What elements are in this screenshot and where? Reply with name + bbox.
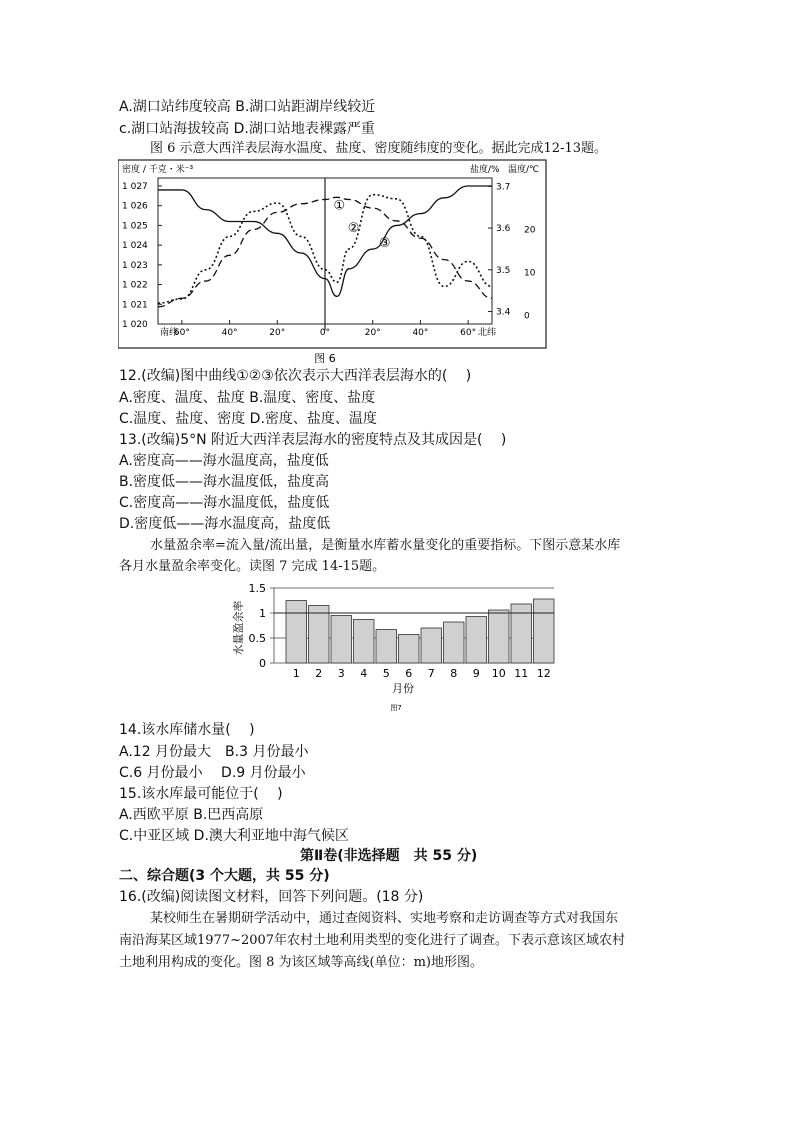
q14-stem: 14.该水库储水量( )	[119, 722, 255, 738]
fig7-x-tick-label: 4	[360, 667, 368, 680]
fig6-x-tick-label: 40°	[412, 328, 429, 338]
q13-stem: 13.(改编)5°N 附近大西洋表层海水的密度特点及其成因是( )	[119, 432, 507, 448]
fig6-salinity-label: 盐度/%	[470, 165, 500, 175]
q15-stem: 15.该水库最可能位于( )	[119, 786, 283, 802]
fig6-density-tick-label: 1 020	[122, 320, 148, 330]
fig6-curve-label: ①	[333, 198, 346, 214]
fig6-chart	[118, 158, 550, 368]
q16-material-line1: 某校师生在暑期研学活动中，通过查阅资料、实地考察和走访调查等方式对我国东	[150, 911, 619, 926]
fig6-salinity-tick-label: 3.4	[496, 307, 511, 318]
fig6-temp-tick-label: 0	[524, 311, 530, 322]
q11-option-ab: A.湖口站纬度较高 B.湖口站距湖岸线较近	[119, 99, 376, 115]
fig6-x-tick-label: 60°	[460, 328, 477, 338]
fig6-x-tick-label: 0°	[319, 328, 331, 338]
fig6-density-tick-label: 1 022	[122, 280, 148, 291]
q13-option-d: D.密度低——海水温度高，盐度低	[119, 516, 331, 532]
fig7-bar	[376, 630, 397, 664]
fig6-x-tick-label: 南纬	[160, 328, 179, 338]
fig7-y-tick-label: 1.5	[248, 584, 266, 595]
fig6-curve-label: ②	[347, 221, 360, 237]
fig6-salinity-tick-label: 3.6	[496, 224, 511, 235]
fig6-salinity-tick-label: 3.5	[496, 265, 511, 276]
fig6-density-tick-label: 1 026	[122, 201, 148, 212]
q12-stem: 12.(改编)图中曲线①②③依次表示大西洋表层海水的( )	[119, 368, 472, 384]
q14-option-ab: A.12 月份最大 B.3 月份最小	[119, 744, 309, 760]
fig7-x-tick-label: 2	[315, 667, 323, 680]
q16-material-line2: 南沿海某区域1977~2007年农村土地利用类型的变化进行了调查。下表示意该区域农村	[119, 933, 626, 948]
fig7-bar	[534, 599, 555, 663]
fig6-temp-label: 温度/℃	[508, 165, 540, 175]
fig7-x-tick-label: 1	[292, 667, 300, 680]
fig7-x-tick-label: 12	[536, 667, 551, 680]
q15-option-cd: C.中亚区域 D.澳大利亚地中海气候区	[119, 828, 349, 844]
q13-option-b: B.密度低——海水温度低，盐度高	[119, 474, 330, 490]
fig7-y-tick-label: 0.5	[248, 632, 266, 645]
fig7-ylabel: 水量盈余率	[232, 600, 245, 656]
fig7-bar	[331, 616, 352, 664]
q13-option-c: C.密度高——海水温度低，盐度低	[119, 495, 330, 511]
fig6-x-tick-label: 北纬	[477, 328, 496, 338]
fig6-x-tick-label: 60°	[173, 328, 190, 338]
fig6-temp-tick-label: 10	[524, 268, 536, 279]
fig6-density-tick-label: 1 025	[122, 221, 148, 232]
fig7-bar	[421, 628, 442, 663]
fig7-x-tick-label: 7	[427, 667, 435, 680]
fig7-chart	[228, 584, 558, 714]
fig7-caption: 图7	[390, 704, 402, 712]
fig6-temp-tick-label: 20	[524, 225, 536, 236]
fig7-x-tick-label: 11	[514, 667, 529, 680]
fig7-intro-line2: 各月水量盈余率变化。读图 7 完成 14-15题。	[119, 559, 386, 574]
fig6-density-tick-label: 1 027	[122, 182, 148, 192]
fig6-frame	[118, 160, 546, 348]
q13-option-a: A.密度高——海水温度高，盐度低	[119, 453, 329, 469]
fig7-xlabel: 月份	[392, 682, 414, 695]
fig7-x-tick-label: 6	[405, 667, 413, 680]
q12-option-cd: C.温度、盐度、密度 D.密度、盐度、温度	[119, 411, 377, 427]
fig7-x-tick-label: 3	[337, 667, 345, 680]
fig6-caption: 图 6	[314, 352, 336, 365]
fig7-bar	[286, 601, 307, 664]
fig6-intro: 图 6 示意大西洋表层海水温度、盐度、密度随纬度的变化。据此完成12-13题。	[150, 141, 608, 156]
fig6-x-tick-label: 20°	[364, 328, 381, 338]
q16-stem: 16.(改编)阅读图文材料，回答下列问题。(18 分)	[119, 889, 424, 905]
fig6-salinity-tick-label: 3.7	[496, 182, 511, 193]
fig7-y-tick-label: 0	[259, 657, 266, 670]
fig6-x-tick-label: 40°	[221, 328, 238, 338]
fig7-bar	[466, 617, 487, 664]
fig7-bar	[309, 606, 330, 664]
fig7-intro-line1: 水量盈余率=流入量/流出量，是衡量水库蓄水量变化的重要指标。下图示意某水库	[150, 538, 621, 553]
fig7-x-tick-label: 8	[450, 667, 458, 680]
fig6-x-tick-label: 20°	[269, 328, 286, 338]
q11-option-cd: c.湖口站海拔较高 D.湖口站地表裸露严重	[119, 121, 375, 137]
fig7-x-tick-label: 9	[472, 667, 480, 680]
fig6-density-tick-label: 1 023	[122, 260, 148, 271]
fig7-bar	[354, 620, 375, 664]
section-2-heading: 二、综合题(3 个大题，共 55 分)	[119, 868, 330, 884]
fig7-bar	[399, 635, 420, 664]
fig7-y-tick-label: 1	[259, 607, 266, 620]
section-2-title: 第Ⅱ卷(非选择题 共 55 分)	[300, 848, 478, 864]
q14-option-cd: C.6 月份最小 D.9 月份最小	[119, 765, 306, 781]
fig6-left-axis-label: 密度 / 千克・米⁻³	[122, 165, 194, 175]
fig6-density-tick-label: 1 024	[122, 241, 148, 252]
fig7-x-tick-label: 10	[491, 667, 506, 680]
fig6-density-tick-label: 1 021	[122, 300, 148, 311]
q12-option-ab: A.密度、温度、盐度 B.温度、密度、盐度	[119, 390, 376, 406]
q15-option-ab: A.西欧平原 B.巴西高原	[119, 807, 264, 823]
fig6-curve-label: ③	[378, 236, 391, 252]
fig7-bar	[489, 610, 510, 663]
fig7-x-tick-label: 5	[382, 667, 390, 680]
q16-material-line3: 土地利用构成的变化。图 8 为该区域等高线(单位：m)地形图。	[119, 955, 484, 970]
fig7-bar	[444, 622, 465, 663]
